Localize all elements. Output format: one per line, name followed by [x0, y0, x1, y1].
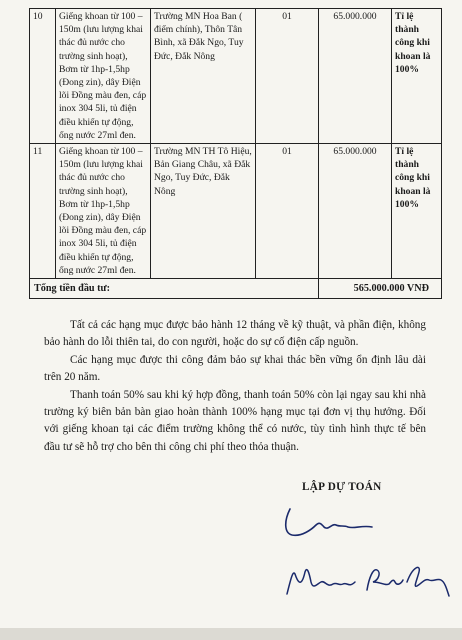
item-note: Tỉ lệ thành công khi khoan là 100%: [392, 144, 442, 279]
table-row: [30, 144, 442, 279]
item-location: Trường MN Hoa Ban ( điểm chính), Thôn Tân Bình, xã Đắk Ngo, Tuy Đức, Đắk Nông: [151, 9, 256, 144]
table-row: [30, 9, 442, 144]
item-price: 65.000.000: [319, 9, 392, 144]
item-price: 65.000.000: [319, 144, 392, 279]
item-quantity: 01: [256, 9, 319, 144]
cost-estimate-table: [29, 8, 442, 299]
item-description: Giếng khoan từ 100 – 150m (lưu lượng khai thác đủ nước cho trường sinh hoạt), Bơm từ 1hp-1,5hp (Đong zin), dây Điện lõi Đồng màu đen, cáp inox 304 5li, tủ điện điều khiển tự động, ống nước 27ml đen.: [56, 144, 151, 279]
total-row: [30, 279, 442, 299]
total-amount: 565.000.000 VNĐ: [319, 279, 442, 299]
row-number: 11: [30, 144, 56, 279]
signature-heading: LẬP DỰ TOÁN: [302, 481, 382, 493]
item-note: Tỉ lệ thành công khi khoan là 100%: [392, 9, 442, 144]
scan-edge: [0, 628, 462, 640]
item-description: Giếng khoan từ 100 – 150m (lưu lượng khai thác đủ nước cho trường sinh hoạt), Bơm từ 1hp-1,5hp (Đong zin), dây Điện lõi Đồng màu đen, cáp inox 304 5li, tủ điện điều khiển tự động, ống nước 27ml đen.: [56, 9, 151, 144]
item-quantity: 01: [256, 144, 319, 279]
handwritten-name-signature: [281, 560, 453, 600]
item-location: Trường MN TH Tô Hiệu, Bản Giang Châu, xã Đắk Ngo, Tuy Đức, Đắk Nông: [151, 144, 256, 279]
payment-paragraph: Thanh toán 50% sau khi ký hợp đồng, thanh toán 50% còn lại ngay sau khi nhà trường ký biên bản bàn giao hoàn thành 100% hạng mục tại đơn vị thụ hưởng. Đối với giếng khoan tại các điểm trường không thể có nước, tùy tình hình thực tế bên đầu tư sẽ hỗ trợ cho bên thi công chi phí theo thỏa thuận.: [44, 389, 426, 453]
signature-mark: [282, 503, 378, 543]
row-number: 10: [30, 9, 56, 144]
total-label: Tổng tiền đầu tư:: [30, 279, 319, 299]
durability-paragraph: Các hạng mục được thi công đảm bảo sự khai thác bền vững ổn định lâu dài trên 20 năm.: [44, 354, 426, 384]
warranty-paragraph: Tất cả các hạng mục được bảo hành 12 tháng về kỹ thuật, và phần điện, không bảo hành do lỗi thiên tai, do con người, hoặc do sự cố điện cấp nguồn.: [44, 319, 426, 349]
